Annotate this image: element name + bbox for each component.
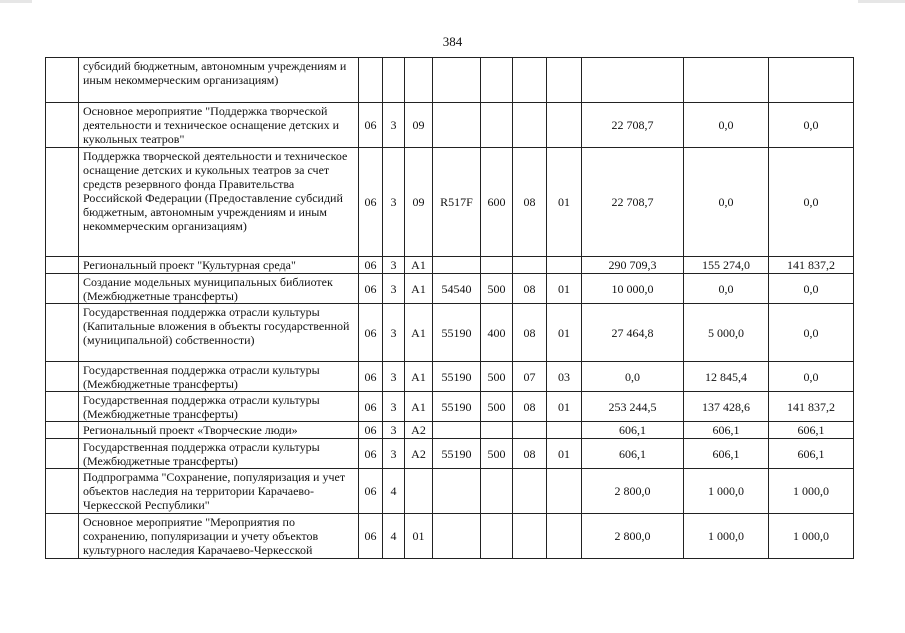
row-name: Основное мероприятие "Поддержка творческой деятельности и техническое оснащение детских и кукольных театров" [79,103,359,148]
code-event: А1 [405,392,433,422]
code-subdivision: 03 [547,362,582,392]
code-section: 06 [359,422,383,439]
code-section: 06 [359,514,383,559]
page-number: 384 [442,34,463,49]
code-event: 01 [405,514,433,559]
table-row [46,148,854,257]
code-expense-type: 500 [481,439,513,469]
amount-year-2: 0,0 [684,274,769,304]
table-row [46,392,854,422]
code-division [513,103,547,148]
amount-year-3: 141 837,2 [769,392,854,422]
table-row [46,304,854,362]
code-expense-type [481,103,513,148]
code-section: 06 [359,148,383,257]
row-name: Создание модельных муниципальных библиотек (Межбюджетные трансферты) [79,274,359,304]
code-division: 08 [513,304,547,362]
code-subprogram: 3 [383,392,405,422]
code-subprogram: 3 [383,274,405,304]
blank-cell [46,469,79,514]
code-division: 07 [513,362,547,392]
amount-year-3: 1 000,0 [769,469,854,514]
code-event: А1 [405,257,433,274]
code-division: 08 [513,148,547,257]
amount-year-3: 0,0 [769,274,854,304]
code-subprogram: 3 [383,304,405,362]
row-name: Государственная поддержка отрасли культуры (Межбюджетные трансферты) [79,439,359,469]
code-event: А1 [405,274,433,304]
code-section: 06 [359,392,383,422]
code-subdivision: 01 [547,148,582,257]
code-subprogram [383,58,405,103]
table-row [46,422,854,439]
code-subdivision [547,469,582,514]
code-subdivision: 01 [547,304,582,362]
code-division: 08 [513,439,547,469]
amount-year-2: 12 845,4 [684,362,769,392]
budget-table [45,57,854,559]
code-subprogram: 3 [383,362,405,392]
code-section: 06 [359,257,383,274]
code-division [513,422,547,439]
code-event: 09 [405,103,433,148]
code-expense-type [481,58,513,103]
code-target [433,514,481,559]
blank-cell [46,514,79,559]
code-section: 06 [359,439,383,469]
amount-year-2: 0,0 [684,148,769,257]
table-row [46,58,854,103]
code-target: 55190 [433,392,481,422]
table-row [46,469,854,514]
amount-year-3: 1 000,0 [769,514,854,559]
amount-year-1: 253 244,5 [582,392,684,422]
code-subprogram: 3 [383,257,405,274]
code-subdivision [547,514,582,559]
amount-year-1: 27 464,8 [582,304,684,362]
code-event: А1 [405,304,433,362]
amount-year-2: 606,1 [684,439,769,469]
amount-year-1: 10 000,0 [582,274,684,304]
code-subprogram: 3 [383,439,405,469]
blank-cell [46,439,79,469]
amount-year-1: 2 800,0 [582,514,684,559]
code-expense-type: 600 [481,148,513,257]
code-division [513,469,547,514]
amount-year-3 [769,58,854,103]
amount-year-3: 0,0 [769,362,854,392]
amount-year-3: 0,0 [769,103,854,148]
code-subdivision: 01 [547,274,582,304]
code-section: 06 [359,103,383,148]
code-section: 06 [359,362,383,392]
code-subdivision: 01 [547,439,582,469]
code-target: 54540 [433,274,481,304]
code-division [513,257,547,274]
amount-year-2: 137 428,6 [684,392,769,422]
code-subprogram: 4 [383,514,405,559]
code-target: 55190 [433,304,481,362]
row-name: Подпрограмма "Сохранение, популяризация и учет объектов наследия на территории Карачаево-Черкесской Республики" [79,469,359,514]
code-event: 09 [405,148,433,257]
table-row [46,103,854,148]
blank-cell [46,148,79,257]
code-section: 06 [359,274,383,304]
code-subprogram: 3 [383,148,405,257]
code-event: А1 [405,362,433,392]
code-division: 08 [513,392,547,422]
code-target: 55190 [433,439,481,469]
row-name: Поддержка творческой деятельности и техническое оснащение детских и кукольных театров за счет средств резервного фонда Правительства Российской Федерации (Предоставление субсидий бюджетным, автономным учреждениям и иным некоммерческим организациям) [79,148,359,257]
code-division [513,514,547,559]
amount-year-1: 290 709,3 [582,257,684,274]
row-name: Основное мероприятие "Мероприятия по сохранению, популяризации и учету объектов культурного наследия Карачаево-Черкесской [79,514,359,559]
amount-year-2 [684,58,769,103]
row-name: Региональный проект «Творческие люди» [79,422,359,439]
amount-year-2: 606,1 [684,422,769,439]
amount-year-3: 606,1 [769,439,854,469]
code-subdivision [547,103,582,148]
amount-year-1: 22 708,7 [582,103,684,148]
amount-year-2: 1 000,0 [684,469,769,514]
table-row [46,362,854,392]
code-subprogram: 4 [383,469,405,514]
row-name: Государственная поддержка отрасли культуры (Межбюджетные трансферты) [79,362,359,392]
table-body [46,58,854,559]
code-section [359,58,383,103]
blank-cell [46,103,79,148]
amount-year-1: 606,1 [582,422,684,439]
code-division [513,58,547,103]
code-section: 06 [359,469,383,514]
blank-cell [46,392,79,422]
scan-artifact-top-right [858,0,905,3]
code-event: А2 [405,422,433,439]
table-row [46,439,854,469]
row-name: субсидий бюджетным, автономным учреждениям и иным некоммерческим организациям) [79,58,359,103]
code-target [433,103,481,148]
row-name: Государственная поддержка отрасли культуры (Межбюджетные трансферты) [79,392,359,422]
scan-artifact-top-left [0,0,32,3]
row-name: Региональный проект "Культурная среда" [79,257,359,274]
code-expense-type [481,257,513,274]
blank-cell [46,422,79,439]
code-event [405,469,433,514]
code-expense-type: 500 [481,362,513,392]
code-expense-type [481,422,513,439]
code-target [433,422,481,439]
amount-year-3: 606,1 [769,422,854,439]
code-subdivision [547,58,582,103]
table-row [46,514,854,559]
amount-year-1: 2 800,0 [582,469,684,514]
amount-year-1: 22 708,7 [582,148,684,257]
code-subdivision [547,257,582,274]
code-expense-type: 500 [481,392,513,422]
code-division: 08 [513,274,547,304]
blank-cell [46,362,79,392]
amount-year-1 [582,58,684,103]
amount-year-3: 0,0 [769,304,854,362]
amount-year-3: 0,0 [769,148,854,257]
code-subdivision: 01 [547,392,582,422]
code-expense-type: 500 [481,274,513,304]
code-subdivision [547,422,582,439]
code-expense-type: 400 [481,304,513,362]
blank-cell [46,304,79,362]
code-expense-type [481,469,513,514]
code-target: R517F [433,148,481,257]
table-row [46,257,854,274]
blank-cell [46,274,79,304]
code-target [433,58,481,103]
code-subprogram: 3 [383,103,405,148]
code-event: А2 [405,439,433,469]
code-subprogram: 3 [383,422,405,439]
blank-cell [46,257,79,274]
amount-year-2: 0,0 [684,103,769,148]
amount-year-2: 1 000,0 [684,514,769,559]
code-target [433,257,481,274]
row-name: Государственная поддержка отрасли культуры (Капитальные вложения в объекты государственной (муниципальной) собственности) [79,304,359,362]
table-row [46,274,854,304]
amount-year-2: 5 000,0 [684,304,769,362]
blank-cell [46,58,79,103]
code-target: 55190 [433,362,481,392]
code-section: 06 [359,304,383,362]
amount-year-1: 606,1 [582,439,684,469]
amount-year-2: 155 274,0 [684,257,769,274]
code-target [433,469,481,514]
amount-year-1: 0,0 [582,362,684,392]
amount-year-3: 141 837,2 [769,257,854,274]
code-expense-type [481,514,513,559]
code-event [405,58,433,103]
